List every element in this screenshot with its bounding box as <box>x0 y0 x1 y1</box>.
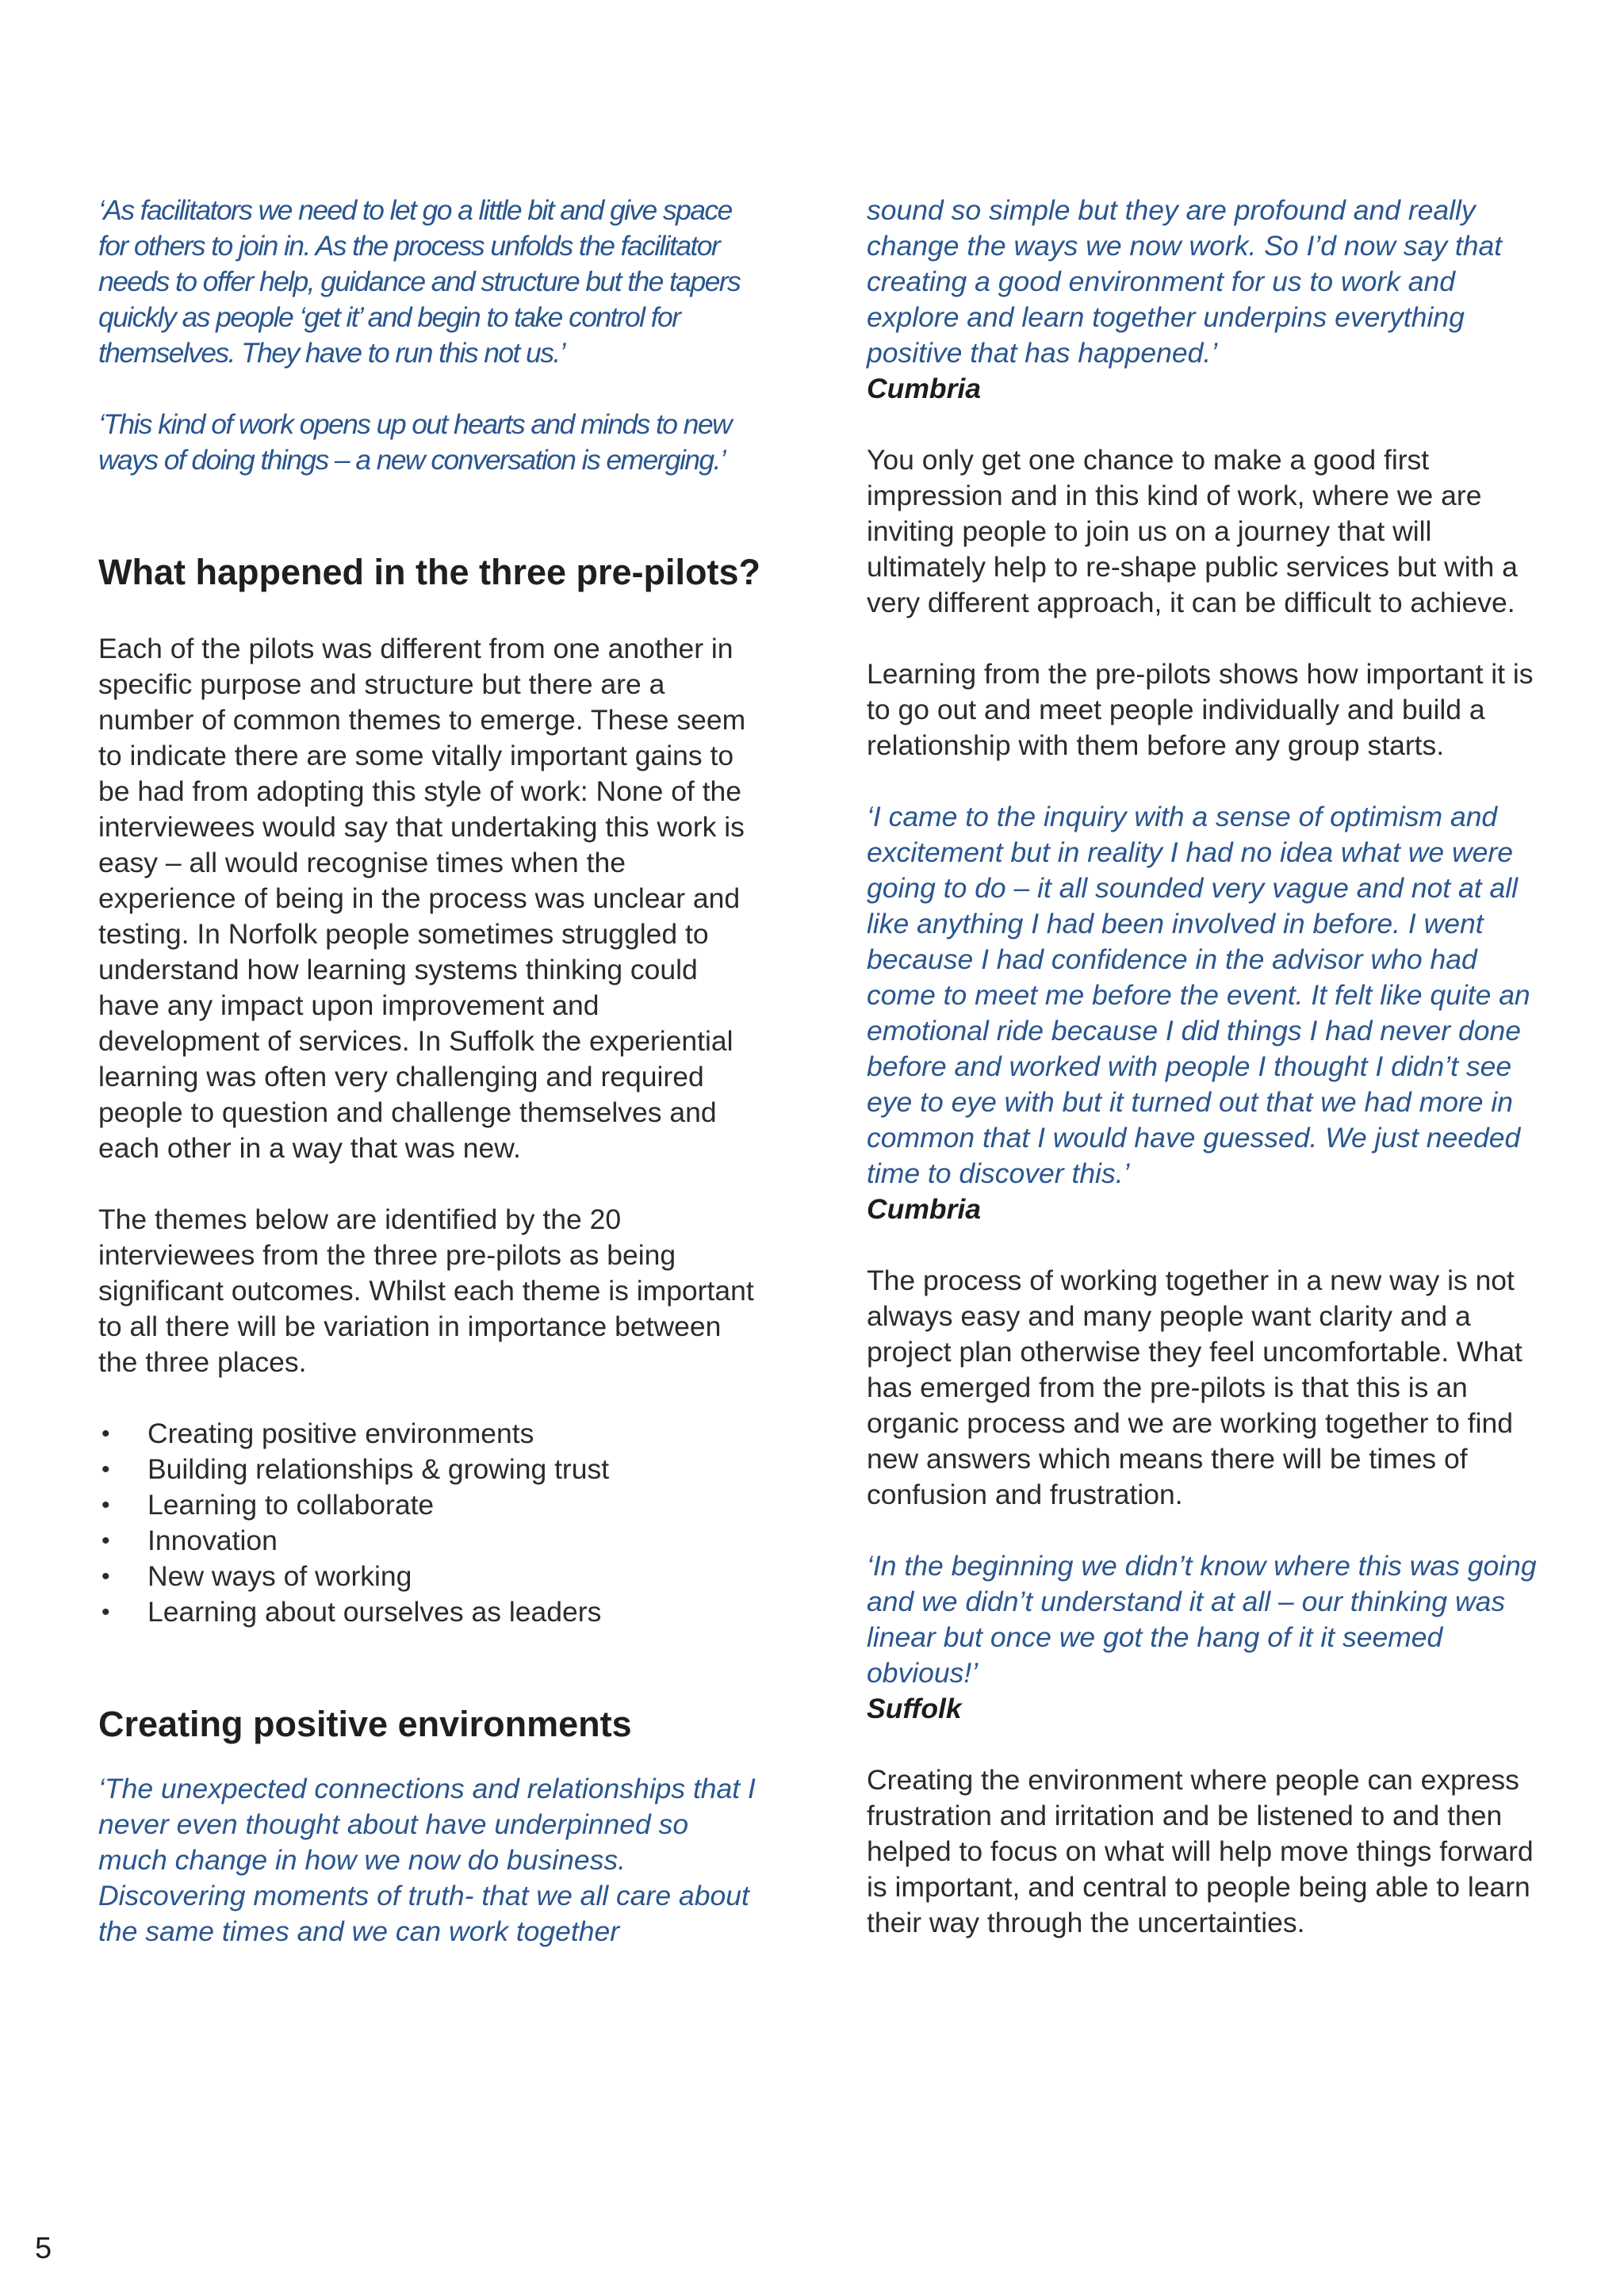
frustration-paragraph: Creating the environment where people can express frustration and irritation and be listened to and then helped to focus on what will help move things forward is important, and central to people being able to learn their way through the uncertainties. <box>867 1764 1534 1938</box>
pilots-paragraph: Each of the pilots was different from one another in specific purpose and structure but there are a number of common themes to emerge. These seem to indicate there are some vitally important gains to be had from adopting this style of work: None of the interviewees would say that undertaking this work is easy – all would recognise times when the experience of being in the process was unclear and testing. In Norfolk people sometimes struggled to understand how learning systems thinking could have any impact upon improvement and development of services. In Suffolk the experiential learning was often very challenging and required people to question and challenge themselves and each other in a way that was new. <box>98 633 746 1164</box>
themes-paragraph: The themes below are identified by the 20 interviewees from the three pre-pilots as being significant outcomes. Whilst each theme is important to all there will be variation in importance between the three places. <box>98 1203 754 1378</box>
bullet-icon: • <box>102 1563 110 1590</box>
connections-quote: ‘The unexpected connections and relationships that I never even thought about have underpinned so much change in how we now do business. Discovering moments of truth- that we all care about the same times and we can work together <box>98 1773 756 1947</box>
bullet-icon: • <box>102 1492 110 1518</box>
inquiry-quote: ‘I came to the inquiry with a sense of optimism and excitement but in reality I had no idea what we were going to do – it all sounded very vague and not at all like anything I had been involved in before. I went because I had confidence in the advisor who had come to meet me before the event. It felt like quite an emotional ride because I did things I had never done before and worked with people I thought I didn’t see eye to eye with but it turned out that we had more in common that I would have guessed. We just needed time to discover this.’ Cumbria <box>867 799 1541 1227</box>
list-item: • Creating positive environments <box>98 1416 764 1452</box>
list-item: • Learning to collaborate <box>98 1487 764 1523</box>
page-number: 5 <box>35 2232 52 2265</box>
section-heading-pre-pilots: What happened in the three pre-pilots? <box>98 552 761 592</box>
bullet-icon: • <box>102 1421 110 1447</box>
meet-individually-paragraph: Learning from the pre-pilots shows how important it is to go out and meet people individually and build a relationship with them before any group starts. <box>867 658 1534 761</box>
working-together-paragraph: The process of working together in a new way is not always easy and many people want clarity and a project plan otherwise they feel uncomfortable. What has emerged from the pre-pilots is that this is an organic process and we are working together to find new answers which means there will be times of confusion and frustration. <box>867 1265 1522 1510</box>
attribution-suffolk: Suffolk <box>867 1693 962 1724</box>
list-item: • Learning about ourselves as leaders <box>98 1594 764 1630</box>
list-item: • Building relationships & growing trust <box>98 1452 764 1487</box>
list-item: • New ways of working <box>98 1559 764 1594</box>
left-column <box>98 193 764 1985</box>
beginning-quote: ‘In the beginning we didn’t know where this was going and we didn’t understand it at all – our thinking was linear but once we got the hang of it it seemed obvious!’ Suffolk <box>867 1548 1541 1727</box>
list-item: • Innovation <box>98 1523 764 1559</box>
themes-list <box>98 1416 764 1630</box>
section-heading-positive-environments: Creating positive environments <box>98 1704 632 1744</box>
environment-quote-continued: sound so simple but they are profound and really change the ways we now work. So I’d now say that creating a good environment for us to work and explore and learn together underpins everything positive that has happened.’ Cumbria <box>867 193 1541 407</box>
bullet-icon: • <box>102 1599 110 1625</box>
new-conversation-quote: ‘This kind of work opens up out hearts and minds to new ways of doing things – a new conversation is emerging.’ <box>98 408 732 476</box>
bullet-icon: • <box>102 1528 110 1554</box>
attribution-cumbria: Cumbria <box>867 373 981 404</box>
right-column <box>867 193 1541 1976</box>
bullet-icon: • <box>102 1456 110 1483</box>
attribution-cumbria: Cumbria <box>867 1193 981 1225</box>
facilitator-quote: ‘As facilitators we need to let go a little bit and give space for others to join in. As the process unfolds the facilitator needs to offer help, guidance and structure but the tapers quickly as people ‘get it’ and begin to take control for themselves. They have to run this not us.’ <box>98 194 741 369</box>
first-impression-paragraph: You only get one chance to make a good first impression and in this kind of work, where we are inviting people to join us on a journey that will ultimately help to re-shape public services but with a very different approach, it can be difficult to achieve. <box>867 444 1518 618</box>
